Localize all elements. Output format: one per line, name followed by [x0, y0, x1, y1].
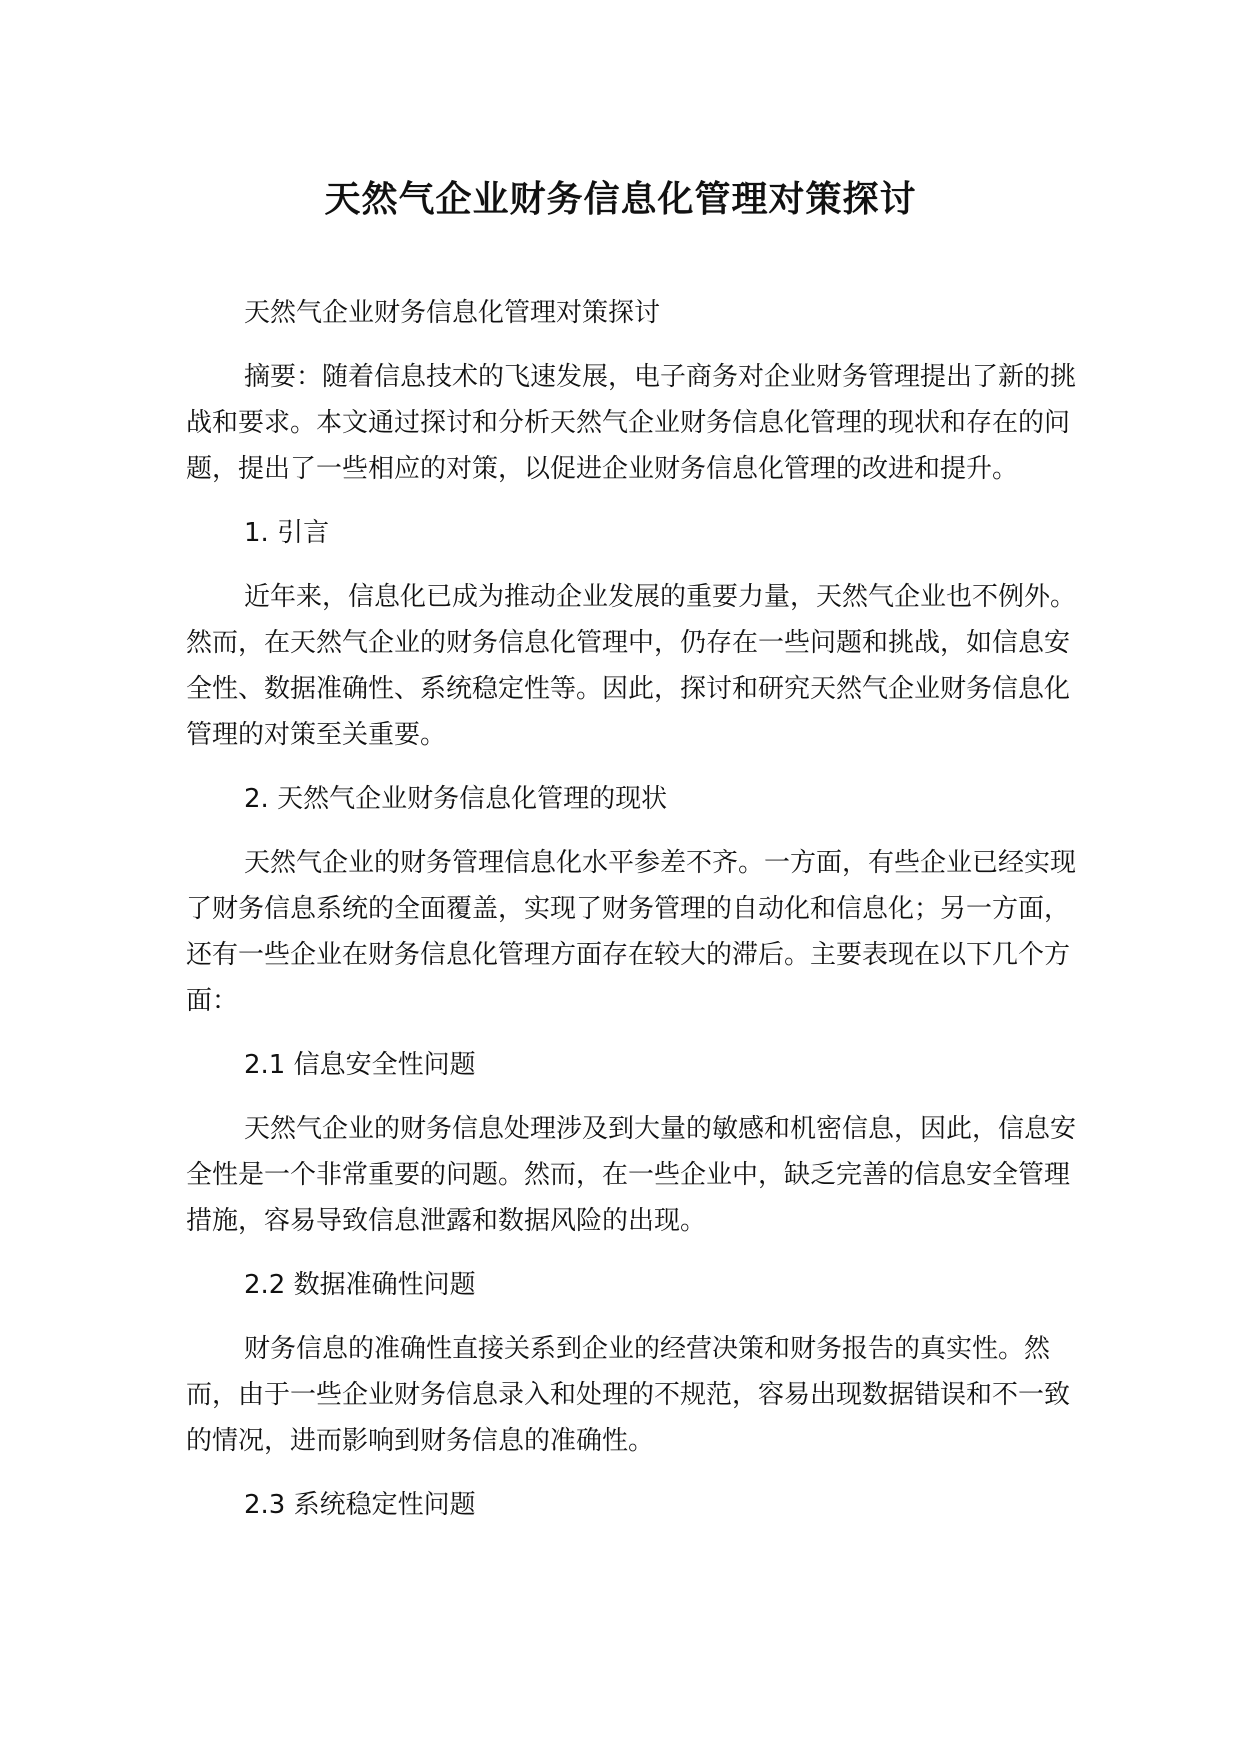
- section-heading-current-status: 2. 天然气企业财务信息化管理的现状: [244, 784, 668, 814]
- paragraph-security: 天然气企业的财务信息处理涉及到大量的敏感和机密信息，因此，信息安全性是一个非常重要的问题。然而，在一些企业中，缺乏完善的信息安全管理措施，容易导致信息泄露和数据风险的出现。: [186, 1114, 1077, 1236]
- paragraph-accuracy: 财务信息的准确性直接关系到企业的经营决策和财务报告的真实性。然而，由于一些企业财务信息录入和处理的不规范，容易出现数据错误和不一致的情况，进而影响到财务信息的准确性。: [186, 1334, 1071, 1456]
- section-heading-introduction: 1. 引言: [244, 518, 330, 548]
- paragraph-abstract: 摘要：随着信息技术的飞速发展，电子商务对企业财务管理提出了新的挑战和要求。本文通过探讨和分析天然气企业财务信息化管理的现状和存在的问题，提出了一些相应的对策，以促进企业财务信息化管理的改进和提升。: [186, 362, 1077, 484]
- section-heading-accuracy: 2.2 数据准确性问题: [244, 1270, 476, 1300]
- section-heading-security: 2.1 信息安全性问题: [244, 1050, 476, 1080]
- document-body: [186, 290, 1086, 1546]
- paragraph-subtitle: 天然气企业财务信息化管理对策探讨: [244, 298, 661, 328]
- document-title: 天然气企业财务信息化管理对策探讨: [324, 179, 917, 220]
- paragraph-current-status: 天然气企业的财务管理信息化水平参差不齐。一方面，有些企业已经实现了财务信息系统的全面覆盖，实现了财务管理的自动化和信息化；另一方面，还有一些企业在财务信息化管理方面存在较大的滞后。主要表现在以下几个方面：: [186, 848, 1077, 1016]
- paragraph-introduction: 近年来，信息化已成为推动企业发展的重要力量，天然气企业也不例外。然而，在天然气企业的财务信息化管理中，仍存在一些问题和挑战，如信息安全性、数据准确性、系统稳定性等。因此，探讨和研究天然气企业财务信息化管理的对策至关重要。: [186, 582, 1077, 750]
- section-heading-stability: 2.3 系统稳定性问题: [244, 1490, 476, 1520]
